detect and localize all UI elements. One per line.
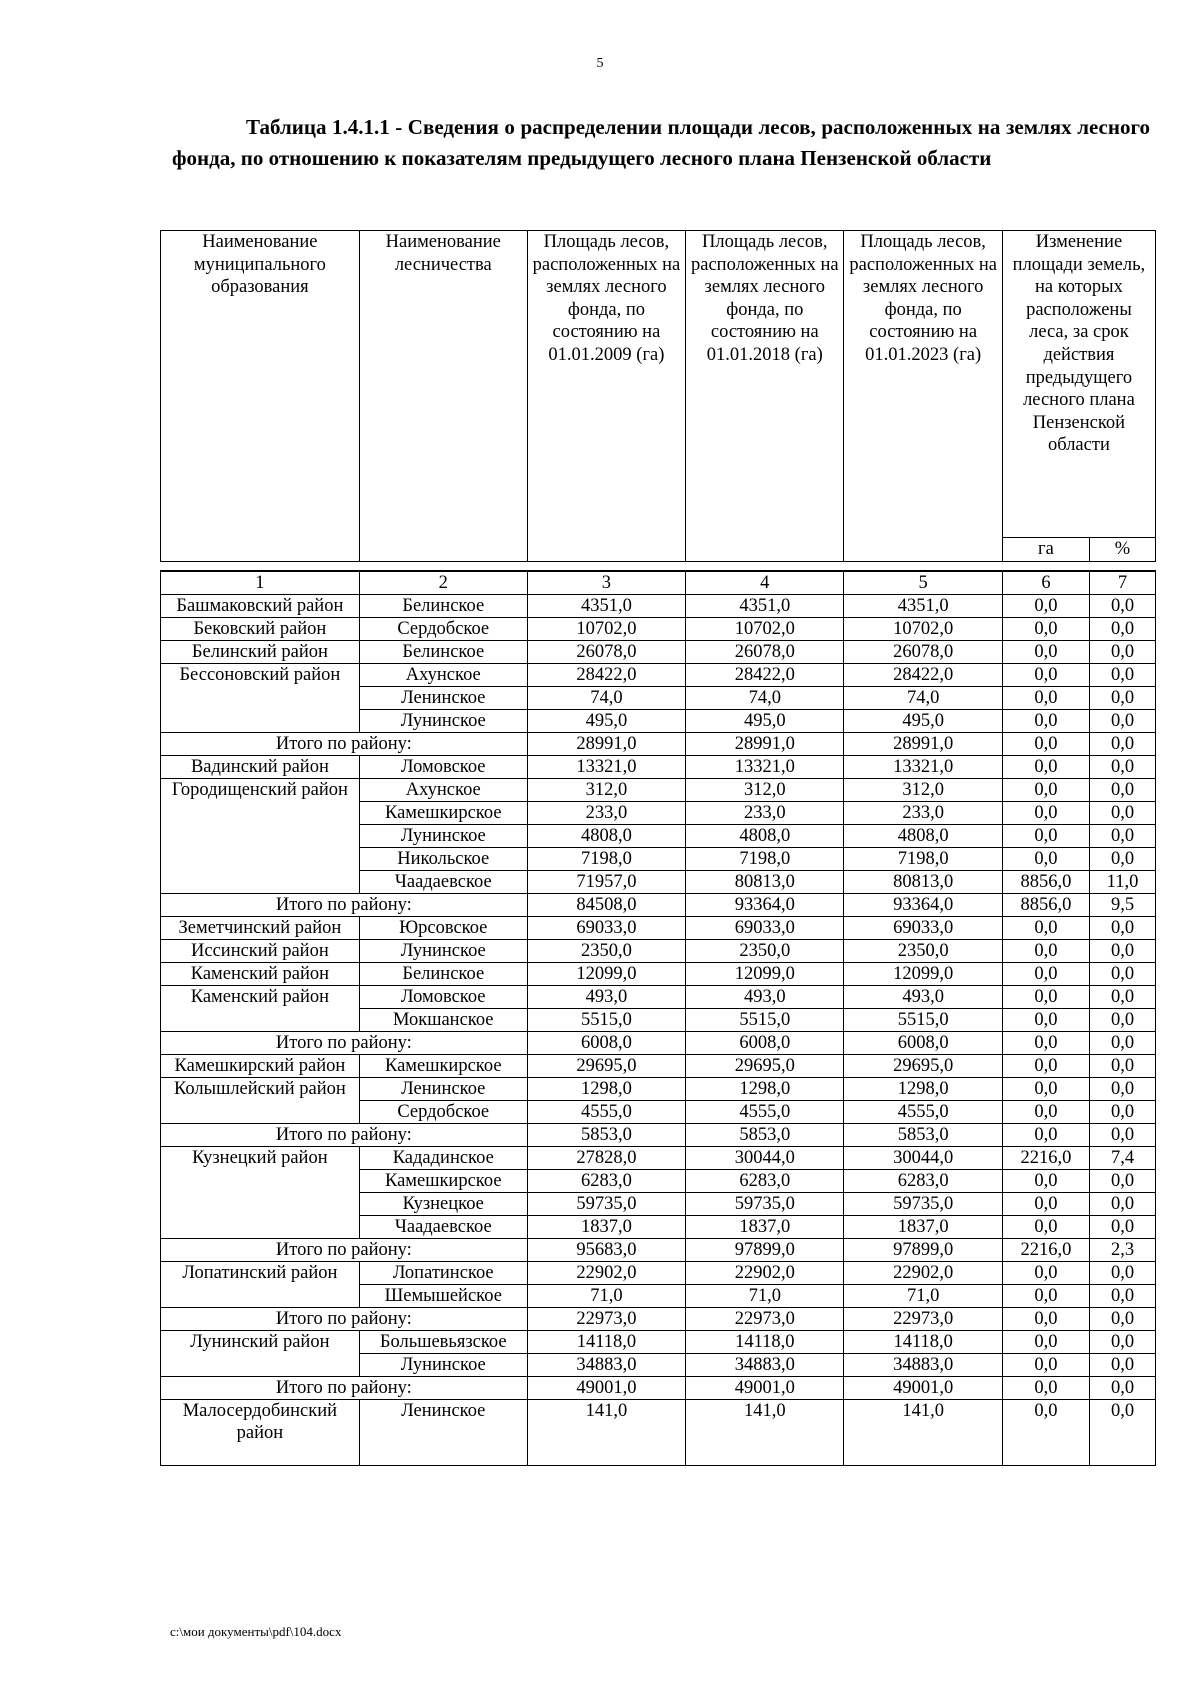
change-ha-cell: 0,0 bbox=[1002, 1261, 1089, 1284]
table-row bbox=[161, 755, 1156, 778]
change-pct-cell: 0,0 bbox=[1090, 709, 1156, 732]
area-2009-cell: 28422,0 bbox=[527, 663, 685, 686]
change-ha-cell: 0,0 bbox=[1002, 778, 1089, 801]
total-label: Итого по району: bbox=[161, 1123, 528, 1146]
total-2018-cell: 93364,0 bbox=[686, 893, 844, 916]
area-2023-cell: 6283,0 bbox=[844, 1169, 1002, 1192]
table-row bbox=[161, 939, 1156, 962]
area-2023-cell: 74,0 bbox=[844, 686, 1002, 709]
total-2009-cell: 95683,0 bbox=[527, 1238, 685, 1261]
change-pct-cell: 0,0 bbox=[1090, 594, 1156, 617]
change-ha-cell: 0,0 bbox=[1002, 594, 1089, 617]
change-ha-cell: 0,0 bbox=[1002, 916, 1089, 939]
total-2023-cell: 6008,0 bbox=[844, 1031, 1002, 1054]
table-row bbox=[161, 916, 1156, 939]
district-cell: Камешкирский район bbox=[161, 1054, 360, 1077]
district-cell: Каменский район bbox=[161, 985, 360, 1031]
change-pct-cell: 7,4 bbox=[1090, 1146, 1156, 1169]
district-total-row bbox=[161, 732, 1156, 755]
total-change-ha-cell: 0,0 bbox=[1002, 1376, 1089, 1399]
table-row bbox=[161, 640, 1156, 663]
area-2009-cell: 4808,0 bbox=[527, 824, 685, 847]
change-ha-cell: 0,0 bbox=[1002, 939, 1089, 962]
forestry-cell: Шемышейское bbox=[359, 1284, 527, 1307]
change-ha-cell: 0,0 bbox=[1002, 1169, 1089, 1192]
area-2018-cell: 4351,0 bbox=[686, 594, 844, 617]
header-area-2018: Площадь лесов, расположенных на землях лесного фонда, по состоянию на 01.01.2018 (га) bbox=[686, 231, 844, 562]
area-2018-cell: 6283,0 bbox=[686, 1169, 844, 1192]
district-cell: Лопатинский район bbox=[161, 1261, 360, 1307]
table-row bbox=[161, 1261, 1156, 1284]
area-2009-cell: 14118,0 bbox=[527, 1330, 685, 1353]
forestry-cell: Чаадаевское bbox=[359, 870, 527, 893]
area-2018-cell: 30044,0 bbox=[686, 1146, 844, 1169]
total-2018-cell: 22973,0 bbox=[686, 1307, 844, 1330]
area-2018-cell: 59735,0 bbox=[686, 1192, 844, 1215]
area-2018-cell: 13321,0 bbox=[686, 755, 844, 778]
district-cell: Колышлейский район bbox=[161, 1077, 360, 1123]
area-2023-cell: 495,0 bbox=[844, 709, 1002, 732]
district-total-row bbox=[161, 893, 1156, 916]
total-label: Итого по району: bbox=[161, 1031, 528, 1054]
area-2018-cell: 26078,0 bbox=[686, 640, 844, 663]
area-2023-cell: 59735,0 bbox=[844, 1192, 1002, 1215]
column-number: 5 bbox=[844, 571, 1002, 595]
forestry-cell: Кузнецкое bbox=[359, 1192, 527, 1215]
area-2018-cell: 2350,0 bbox=[686, 939, 844, 962]
change-pct-cell: 0,0 bbox=[1090, 847, 1156, 870]
total-change-pct-cell: 0,0 bbox=[1090, 1123, 1156, 1146]
header-area-2009: Площадь лесов, расположенных на землях лесного фонда, по состоянию на 01.01.2009 (га) bbox=[527, 231, 685, 562]
total-change-ha-cell: 0,0 bbox=[1002, 732, 1089, 755]
total-2023-cell: 97899,0 bbox=[844, 1238, 1002, 1261]
change-ha-cell: 0,0 bbox=[1002, 1192, 1089, 1215]
area-2023-cell: 4555,0 bbox=[844, 1100, 1002, 1123]
forestry-cell: Ахунское bbox=[359, 778, 527, 801]
area-2009-cell: 495,0 bbox=[527, 709, 685, 732]
table-row bbox=[161, 1399, 1156, 1465]
area-2023-cell: 5515,0 bbox=[844, 1008, 1002, 1031]
forestry-cell: Большевьязское bbox=[359, 1330, 527, 1353]
change-pct-cell: 0,0 bbox=[1090, 1169, 1156, 1192]
change-pct-cell: 0,0 bbox=[1090, 1353, 1156, 1376]
total-change-pct-cell: 2,3 bbox=[1090, 1238, 1156, 1261]
total-label: Итого по району: bbox=[161, 893, 528, 916]
change-pct-cell: 0,0 bbox=[1090, 1330, 1156, 1353]
district-cell: Бессоновский район bbox=[161, 663, 360, 732]
change-ha-cell: 2216,0 bbox=[1002, 1146, 1089, 1169]
forestry-cell: Чаадаевское bbox=[359, 1215, 527, 1238]
total-2009-cell: 84508,0 bbox=[527, 893, 685, 916]
change-pct-cell: 0,0 bbox=[1090, 1008, 1156, 1031]
area-2018-cell: 28422,0 bbox=[686, 663, 844, 686]
total-2018-cell: 5853,0 bbox=[686, 1123, 844, 1146]
forestry-cell: Ломовское bbox=[359, 755, 527, 778]
forestry-cell: Кададинское bbox=[359, 1146, 527, 1169]
change-pct-cell: 0,0 bbox=[1090, 1399, 1156, 1465]
area-2023-cell: 14118,0 bbox=[844, 1330, 1002, 1353]
forestry-cell: Лунинское bbox=[359, 1353, 527, 1376]
area-2023-cell: 28422,0 bbox=[844, 663, 1002, 686]
change-pct-cell: 0,0 bbox=[1090, 985, 1156, 1008]
area-2018-cell: 4555,0 bbox=[686, 1100, 844, 1123]
total-2018-cell: 6008,0 bbox=[686, 1031, 844, 1054]
area-2009-cell: 5515,0 bbox=[527, 1008, 685, 1031]
area-2009-cell: 27828,0 bbox=[527, 1146, 685, 1169]
header-forestry: Наименование лесничества bbox=[359, 231, 527, 562]
total-change-pct-cell: 0,0 bbox=[1090, 732, 1156, 755]
header-gap bbox=[161, 561, 1156, 571]
total-2023-cell: 5853,0 bbox=[844, 1123, 1002, 1146]
forestry-cell: Ленинское bbox=[359, 1077, 527, 1100]
total-2023-cell: 22973,0 bbox=[844, 1307, 1002, 1330]
area-2023-cell: 493,0 bbox=[844, 985, 1002, 1008]
total-change-ha-cell: 0,0 bbox=[1002, 1123, 1089, 1146]
area-2018-cell: 12099,0 bbox=[686, 962, 844, 985]
change-ha-cell: 8856,0 bbox=[1002, 870, 1089, 893]
forestry-cell: Ахунское bbox=[359, 663, 527, 686]
area-2009-cell: 22902,0 bbox=[527, 1261, 685, 1284]
forestry-cell: Ломовское bbox=[359, 985, 527, 1008]
change-pct-cell: 0,0 bbox=[1090, 1284, 1156, 1307]
column-number: 3 bbox=[527, 571, 685, 595]
area-2023-cell: 312,0 bbox=[844, 778, 1002, 801]
area-2009-cell: 141,0 bbox=[527, 1399, 685, 1465]
table-row bbox=[161, 1330, 1156, 1353]
area-2023-cell: 2350,0 bbox=[844, 939, 1002, 962]
area-2023-cell: 22902,0 bbox=[844, 1261, 1002, 1284]
area-2018-cell: 7198,0 bbox=[686, 847, 844, 870]
area-2018-cell: 4808,0 bbox=[686, 824, 844, 847]
forestry-cell: Белинское bbox=[359, 962, 527, 985]
forestry-cell: Ленинское bbox=[359, 1399, 527, 1465]
forestry-cell: Сердобское bbox=[359, 617, 527, 640]
change-pct-cell: 0,0 bbox=[1090, 663, 1156, 686]
change-ha-cell: 0,0 bbox=[1002, 1399, 1089, 1465]
change-ha-cell: 0,0 bbox=[1002, 663, 1089, 686]
total-2018-cell: 28991,0 bbox=[686, 732, 844, 755]
total-change-pct-cell: 0,0 bbox=[1090, 1307, 1156, 1330]
change-ha-cell: 0,0 bbox=[1002, 1330, 1089, 1353]
forestry-cell: Камешкирское bbox=[359, 1054, 527, 1077]
area-2018-cell: 495,0 bbox=[686, 709, 844, 732]
area-2018-cell: 1298,0 bbox=[686, 1077, 844, 1100]
area-2009-cell: 4351,0 bbox=[527, 594, 685, 617]
area-2018-cell: 1837,0 bbox=[686, 1215, 844, 1238]
change-ha-cell: 0,0 bbox=[1002, 1215, 1089, 1238]
change-pct-cell: 0,0 bbox=[1090, 916, 1156, 939]
forestry-cell: Белинское bbox=[359, 640, 527, 663]
change-pct-cell: 0,0 bbox=[1090, 1215, 1156, 1238]
area-2009-cell: 69033,0 bbox=[527, 916, 685, 939]
forestry-cell: Лунинское bbox=[359, 939, 527, 962]
forestry-cell: Ленинское bbox=[359, 686, 527, 709]
area-2023-cell: 34883,0 bbox=[844, 1353, 1002, 1376]
change-ha-cell: 0,0 bbox=[1002, 962, 1089, 985]
district-cell: Малосердобинский район bbox=[161, 1399, 360, 1465]
area-2009-cell: 34883,0 bbox=[527, 1353, 685, 1376]
table-row bbox=[161, 962, 1156, 985]
forestry-cell: Юрсовское bbox=[359, 916, 527, 939]
area-2023-cell: 26078,0 bbox=[844, 640, 1002, 663]
total-change-ha-cell: 0,0 bbox=[1002, 1307, 1089, 1330]
district-total-row bbox=[161, 1376, 1156, 1399]
column-number: 4 bbox=[686, 571, 844, 595]
column-numbers-row bbox=[161, 571, 1156, 595]
forestry-cell: Лопатинское bbox=[359, 1261, 527, 1284]
area-2023-cell: 4808,0 bbox=[844, 824, 1002, 847]
forestry-cell: Лунинское bbox=[359, 824, 527, 847]
district-total-row bbox=[161, 1123, 1156, 1146]
total-2023-cell: 49001,0 bbox=[844, 1376, 1002, 1399]
total-change-pct-cell: 9,5 bbox=[1090, 893, 1156, 916]
district-cell: Белинский район bbox=[161, 640, 360, 663]
area-2009-cell: 12099,0 bbox=[527, 962, 685, 985]
total-label: Итого по району: bbox=[161, 1307, 528, 1330]
area-2009-cell: 1298,0 bbox=[527, 1077, 685, 1100]
area-2018-cell: 29695,0 bbox=[686, 1054, 844, 1077]
total-label: Итого по району: bbox=[161, 732, 528, 755]
change-ha-cell: 0,0 bbox=[1002, 1077, 1089, 1100]
area-2018-cell: 80813,0 bbox=[686, 870, 844, 893]
area-2009-cell: 2350,0 bbox=[527, 939, 685, 962]
change-pct-cell: 0,0 bbox=[1090, 778, 1156, 801]
forestry-cell: Сердобское bbox=[359, 1100, 527, 1123]
forestry-cell: Камешкирское bbox=[359, 1169, 527, 1192]
area-2018-cell: 22902,0 bbox=[686, 1261, 844, 1284]
change-pct-cell: 0,0 bbox=[1090, 939, 1156, 962]
area-2023-cell: 1298,0 bbox=[844, 1077, 1002, 1100]
district-cell: Городищенский район bbox=[161, 778, 360, 893]
area-2023-cell: 10702,0 bbox=[844, 617, 1002, 640]
area-2009-cell: 6283,0 bbox=[527, 1169, 685, 1192]
area-2018-cell: 74,0 bbox=[686, 686, 844, 709]
forestry-cell: Лунинское bbox=[359, 709, 527, 732]
change-ha-cell: 0,0 bbox=[1002, 617, 1089, 640]
total-change-ha-cell: 0,0 bbox=[1002, 1031, 1089, 1054]
area-2023-cell: 13321,0 bbox=[844, 755, 1002, 778]
area-2018-cell: 141,0 bbox=[686, 1399, 844, 1465]
area-2023-cell: 69033,0 bbox=[844, 916, 1002, 939]
area-2018-cell: 10702,0 bbox=[686, 617, 844, 640]
area-2009-cell: 29695,0 bbox=[527, 1054, 685, 1077]
table-caption: Таблица 1.4.1.1 - Сведения о распределении площади лесов, расположенных на землях лесного фонда, по отношению к показателям предыдущего лесного плана Пензенской области bbox=[172, 115, 1150, 170]
district-cell: Земетчинский район bbox=[161, 916, 360, 939]
area-2023-cell: 1837,0 bbox=[844, 1215, 1002, 1238]
change-ha-cell: 0,0 bbox=[1002, 824, 1089, 847]
district-cell: Бековский район bbox=[161, 617, 360, 640]
total-2023-cell: 93364,0 bbox=[844, 893, 1002, 916]
column-number: 1 bbox=[161, 571, 360, 595]
area-2009-cell: 7198,0 bbox=[527, 847, 685, 870]
area-2018-cell: 312,0 bbox=[686, 778, 844, 801]
change-pct-cell: 0,0 bbox=[1090, 617, 1156, 640]
area-2023-cell: 233,0 bbox=[844, 801, 1002, 824]
change-ha-cell: 0,0 bbox=[1002, 1054, 1089, 1077]
area-2018-cell: 34883,0 bbox=[686, 1353, 844, 1376]
change-pct-cell: 0,0 bbox=[1090, 686, 1156, 709]
change-pct-cell: 0,0 bbox=[1090, 1077, 1156, 1100]
total-change-pct-cell: 0,0 bbox=[1090, 1031, 1156, 1054]
total-2009-cell: 28991,0 bbox=[527, 732, 685, 755]
change-pct-cell: 0,0 bbox=[1090, 1261, 1156, 1284]
area-2023-cell: 4351,0 bbox=[844, 594, 1002, 617]
table-row bbox=[161, 617, 1156, 640]
area-2009-cell: 71,0 bbox=[527, 1284, 685, 1307]
area-2023-cell: 30044,0 bbox=[844, 1146, 1002, 1169]
district-cell: Башмаковский район bbox=[161, 594, 360, 617]
forestry-cell: Белинское bbox=[359, 594, 527, 617]
column-number: 7 bbox=[1090, 571, 1156, 595]
change-ha-cell: 0,0 bbox=[1002, 847, 1089, 870]
area-2018-cell: 69033,0 bbox=[686, 916, 844, 939]
change-ha-cell: 0,0 bbox=[1002, 1353, 1089, 1376]
district-cell: Кузнецкий район bbox=[161, 1146, 360, 1238]
total-2018-cell: 49001,0 bbox=[686, 1376, 844, 1399]
area-2009-cell: 233,0 bbox=[527, 801, 685, 824]
table-row bbox=[161, 663, 1156, 686]
district-cell: Иссинский район bbox=[161, 939, 360, 962]
total-2023-cell: 28991,0 bbox=[844, 732, 1002, 755]
area-2018-cell: 71,0 bbox=[686, 1284, 844, 1307]
table-body bbox=[161, 561, 1156, 1465]
area-2009-cell: 71957,0 bbox=[527, 870, 685, 893]
district-total-row bbox=[161, 1238, 1156, 1261]
change-ha-cell: 0,0 bbox=[1002, 709, 1089, 732]
area-2023-cell: 71,0 bbox=[844, 1284, 1002, 1307]
footer-file-path: c:\мои документы\pdf\104.docx bbox=[170, 1624, 342, 1639]
area-2009-cell: 4555,0 bbox=[527, 1100, 685, 1123]
area-2023-cell: 29695,0 bbox=[844, 1054, 1002, 1077]
table-row bbox=[161, 985, 1156, 1008]
change-ha-cell: 0,0 bbox=[1002, 686, 1089, 709]
change-ha-cell: 0,0 bbox=[1002, 755, 1089, 778]
total-2009-cell: 6008,0 bbox=[527, 1031, 685, 1054]
area-2023-cell: 12099,0 bbox=[844, 962, 1002, 985]
table-row bbox=[161, 778, 1156, 801]
district-total-row bbox=[161, 1307, 1156, 1330]
header-municipality: Наименование муниципального образования bbox=[161, 231, 360, 562]
total-2018-cell: 97899,0 bbox=[686, 1238, 844, 1261]
table-row bbox=[161, 1077, 1156, 1100]
area-2023-cell: 7198,0 bbox=[844, 847, 1002, 870]
total-label: Итого по району: bbox=[161, 1238, 528, 1261]
change-pct-cell: 0,0 bbox=[1090, 1100, 1156, 1123]
gap-cell bbox=[161, 561, 1156, 571]
total-change-ha-cell: 8856,0 bbox=[1002, 893, 1089, 916]
change-pct-cell: 0,0 bbox=[1090, 962, 1156, 985]
district-cell: Лунинский район bbox=[161, 1330, 360, 1376]
table-row bbox=[161, 1146, 1156, 1169]
change-pct-cell: 0,0 bbox=[1090, 1192, 1156, 1215]
area-2018-cell: 14118,0 bbox=[686, 1330, 844, 1353]
area-2018-cell: 493,0 bbox=[686, 985, 844, 1008]
forest-area-table bbox=[160, 230, 1156, 1466]
area-2009-cell: 59735,0 bbox=[527, 1192, 685, 1215]
change-ha-cell: 0,0 bbox=[1002, 1008, 1089, 1031]
change-pct-cell: 11,0 bbox=[1090, 870, 1156, 893]
change-ha-cell: 0,0 bbox=[1002, 801, 1089, 824]
change-pct-cell: 0,0 bbox=[1090, 755, 1156, 778]
area-2009-cell: 493,0 bbox=[527, 985, 685, 1008]
area-2009-cell: 1837,0 bbox=[527, 1215, 685, 1238]
table-row bbox=[161, 1054, 1156, 1077]
change-pct-cell: 0,0 bbox=[1090, 801, 1156, 824]
area-2009-cell: 312,0 bbox=[527, 778, 685, 801]
district-total-row bbox=[161, 1031, 1156, 1054]
total-change-pct-cell: 0,0 bbox=[1090, 1376, 1156, 1399]
district-cell: Вадинский район bbox=[161, 755, 360, 778]
total-2009-cell: 49001,0 bbox=[527, 1376, 685, 1399]
forestry-cell: Камешкирское bbox=[359, 801, 527, 824]
forestry-cell: Никольское bbox=[359, 847, 527, 870]
forestry-cell: Мокшанское bbox=[359, 1008, 527, 1031]
change-ha-cell: 0,0 bbox=[1002, 640, 1089, 663]
area-2009-cell: 26078,0 bbox=[527, 640, 685, 663]
area-2023-cell: 80813,0 bbox=[844, 870, 1002, 893]
change-pct-cell: 0,0 bbox=[1090, 640, 1156, 663]
total-change-ha-cell: 2216,0 bbox=[1002, 1238, 1089, 1261]
area-2009-cell: 10702,0 bbox=[527, 617, 685, 640]
area-2018-cell: 233,0 bbox=[686, 801, 844, 824]
header-change-pct: % bbox=[1090, 538, 1156, 562]
column-number: 6 bbox=[1002, 571, 1089, 595]
area-2009-cell: 13321,0 bbox=[527, 755, 685, 778]
change-ha-cell: 0,0 bbox=[1002, 1284, 1089, 1307]
change-pct-cell: 0,0 bbox=[1090, 824, 1156, 847]
header-change-ha: га bbox=[1002, 538, 1089, 562]
area-2023-cell: 141,0 bbox=[844, 1399, 1002, 1465]
table-row bbox=[161, 594, 1156, 617]
header-change: Изменение площади земель, на которых расположены леса, за срок действия предыдущего лесного плана Пензенской области bbox=[1002, 231, 1155, 538]
column-number: 2 bbox=[359, 571, 527, 595]
total-2009-cell: 22973,0 bbox=[527, 1307, 685, 1330]
change-ha-cell: 0,0 bbox=[1002, 1100, 1089, 1123]
total-label: Итого по району: bbox=[161, 1376, 528, 1399]
change-ha-cell: 0,0 bbox=[1002, 985, 1089, 1008]
total-2009-cell: 5853,0 bbox=[527, 1123, 685, 1146]
district-cell: Каменский район bbox=[161, 962, 360, 985]
change-pct-cell: 0,0 bbox=[1090, 1054, 1156, 1077]
page-number: 5 bbox=[596, 56, 604, 71]
area-2009-cell: 74,0 bbox=[527, 686, 685, 709]
header-area-2023: Площадь лесов, расположенных на землях лесного фонда, по состоянию на 01.01.2023 (га) bbox=[844, 231, 1002, 562]
area-2018-cell: 5515,0 bbox=[686, 1008, 844, 1031]
